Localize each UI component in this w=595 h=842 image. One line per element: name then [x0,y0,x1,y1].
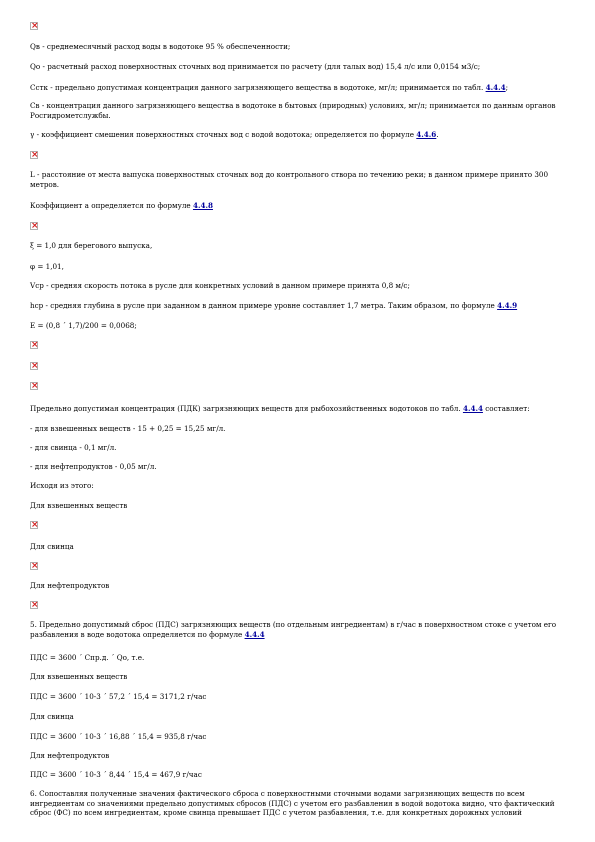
for-oil-label-2: Для нефтепродуктов [30,751,110,760]
pds-formula: ПДС = 3600 ´ Спр.д. ´ Qо, т.е. [30,653,145,662]
hence-text: Исходя из этого: [30,481,94,490]
vsr-definition: Vср - средняя скорость потока в русле для конкретных условий в данном примере принята 0,8 м/с; [30,281,410,290]
qo-definition: Qо - расчетный расход поверхностных сточных вод принимается по расчету (для талых вод) 15,4 л/с или 0,0154 м3/с; [30,62,481,71]
broken-image-icon [30,151,38,159]
pds-oil: ПДС = 3600 ´ 10-3 ´ 8,44 ´ 15,4 = 467,9 г/час [30,770,202,779]
gamma-definition: γ - коэффициент смешения поверхностных сточных вод с водой водотока; определяется по формуле 4.4.6. [30,130,439,139]
pds-text: 5. Предельно допустимый сброс (ПДС) загрязняющих веществ (по отдельным ингредиентам) в г/час в поверхностном стоке с учетом его разбавления в воде водотока определяется по формуле [30,620,557,639]
alpha-definition [30,201,560,211]
scm-definition: Сстк - предельно допустимая концентрация данного загрязняющего вещества в водотоке, мг/л; принимается по табл. 4.4.4; [30,83,509,92]
sv-definition: Св - концентрация данного загрязняющего вещества в водотоке в бытовых (природных) условиях, мг/л; принимается по данным органов Росгидрометслужбы. [30,101,556,120]
E-value: E = (0,8 ´ 1,7)/200 = 0,0068; [30,321,137,330]
pds-intro [30,620,560,639]
broken-image-icon [30,601,38,609]
pds-suspended: ПДС = 3600 ´ 10-3 ´ 57,2 ´ 15,4 = 3171,2 г/час [30,692,207,701]
pdk-suspended: - для взвешенных веществ - 15 + 0,25 = 15,25 мг/л. [30,424,226,433]
pds-lead: ПДС = 3600 ´ 10-3 ´ 16,88 ´ 15,4 = 935,8 г/час [30,732,207,741]
broken-image-icon [30,222,38,230]
alpha-text: Коэффициент a определяется по формуле [30,201,193,210]
link-formula-4-4-9[interactable]: 4.4.9 [497,301,518,310]
broken-image-icon [30,22,38,30]
link-table-4-4-4[interactable]: 4.4.4 [462,404,483,413]
hsr-text: hср - средняя глубина в русле при заданном в данном примере уровне составляет 1,7 метра. Таким образом, по формуле [30,301,498,310]
broken-image-icon [30,562,38,570]
comparison-paragraph: 6. Сопоставляя полученные значения фактического сброса с поверхностными сточными водами загрязняющих веществ по всем ингредиентам со значениями предельно допустимых сбросов (ПДС) с учетом его разбавления в водой водотока видно, что фактический сброс (ФС) по всем ингредиентам, кроме свинца превышает ПДС с учетом разбавления, т.е. для конкретных дорожных условий [30,789,555,818]
qv-definition: Qв - среднемесячный расход воды в водотоке 95 % обеспеченности; [30,42,291,51]
L-definition: L - расстояние от места выпуска поверхностных сточных вод до контрольного створа по течению реки; в данном примере принято 300 метров. [30,170,549,189]
for-suspended-label-2: Для взвешенных веществ [30,672,128,681]
for-oil-label: Для нефтепродуктов [30,581,110,590]
phi-value: φ = 1,01, [30,262,64,271]
link-formula-4-4-8[interactable]: 4.4.8 [192,201,213,210]
link-formula-4-4-4[interactable]: 4.4.4 [244,629,265,639]
xi-value: ξ = 1,0 для берегового выпуска, [30,241,153,250]
link-table-4-4-4[interactable]: 4.4.4 [485,83,506,92]
broken-image-icon [30,362,38,370]
gamma-text: γ - коэффициент смешения поверхностных сточных вод с водой водотока; определяется по формуле [30,130,417,139]
pdk-text: Предельно допустимая концентрация (ПДК) загрязняющих веществ для рыбохозяйственных водотоков по табл. [30,404,463,413]
hsr-definition [30,301,560,311]
pdk-intro [30,404,560,414]
for-suspended-label: Для взвешенных веществ [30,501,128,510]
pdk-lead: - для свинца - 0,1 мг/л. [30,443,117,452]
broken-image-icon [30,382,38,390]
for-lead-label: Для свинца [30,542,74,551]
pdk-text-end: составляет: [482,404,530,413]
scm-text: Сстк - предельно допустимая концентрация данного загрязняющего вещества в водотоке, мг/л; принимается по табл. [30,83,486,92]
pdk-oil: - для нефтепродуктов - 0,05 мг/л. [30,462,157,471]
broken-image-icon [30,521,38,529]
link-formula-4-4-6[interactable]: 4.4.6 [416,130,437,139]
for-lead-label-2: Для свинца [30,712,74,721]
broken-image-icon [30,341,38,349]
